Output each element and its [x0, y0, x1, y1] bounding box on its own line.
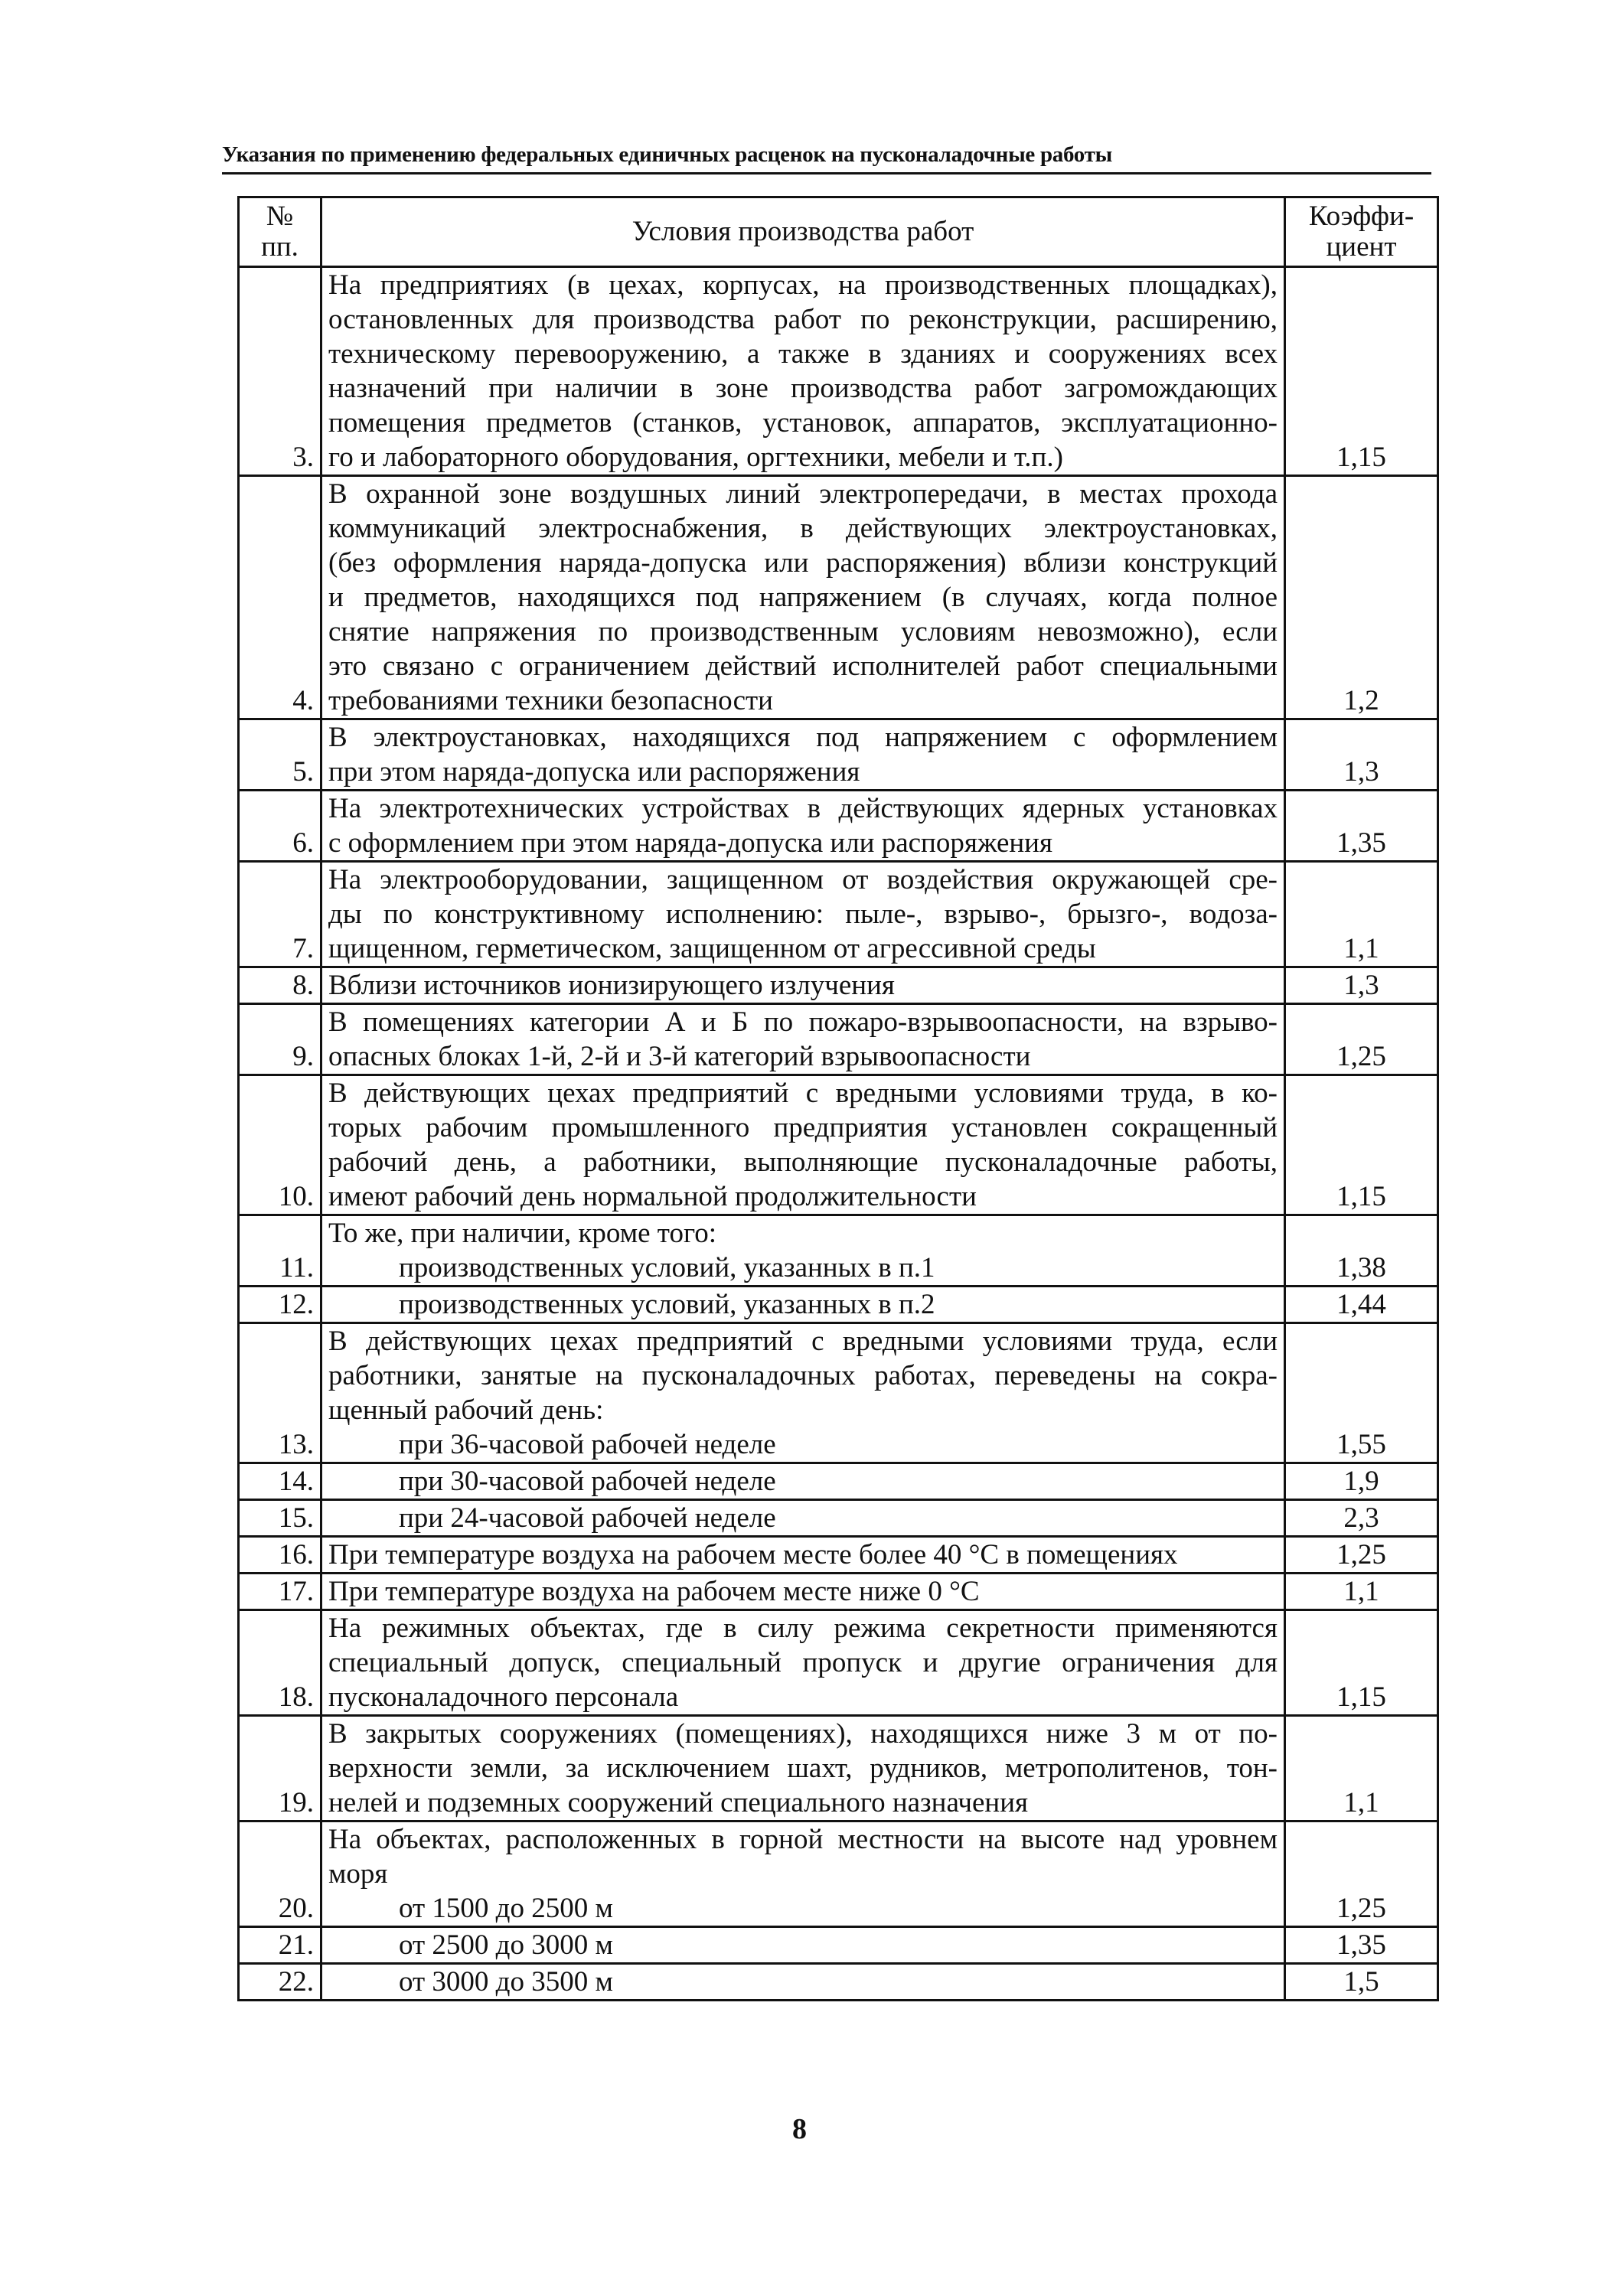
row-condition [321, 1463, 1285, 1500]
row-condition [321, 1927, 1285, 1964]
condition-line: торых рабочим промышленного предприятия установлен сокращенный [328, 1112, 1278, 1143]
row-number: 10. [239, 1075, 321, 1215]
row-number: 18. [239, 1610, 321, 1716]
table-row [239, 267, 1438, 476]
row-coefficient: 1,35 [1285, 1927, 1438, 1964]
row-coefficient: 1,55 [1285, 1323, 1438, 1463]
table-row [239, 1610, 1438, 1716]
condition-line: пусконаладочного персонала [328, 1681, 679, 1713]
row-coefficient: 1,3 [1285, 967, 1438, 1004]
condition-line: щищенном, герметическом, защищенном от агрессивной среды [328, 933, 1096, 964]
condition-subitem: производственных условий, указанных в п.2 [399, 1289, 935, 1320]
row-coefficient: 1,15 [1285, 1610, 1438, 1716]
condition-line: верхности земли, за исключением шахт, рудников, метрополитенов, тон- [328, 1753, 1278, 1784]
condition-line: и предметов, находящихся под напряжением (в случаях, когда полное [328, 582, 1278, 613]
condition-line: помещения предметов (станков, установок, аппаратов, эксплуатационно- [328, 407, 1278, 439]
row-coefficient: 1,38 [1285, 1215, 1438, 1287]
condition-subitem: от 1500 до 2500 м [399, 1893, 613, 1924]
condition-line: В охранной зоне воздушных линий электропередачи, в местах прохода [328, 478, 1278, 510]
condition-subitem: при 30-часовой рабочей неделе [399, 1466, 776, 1497]
condition-line: моря [328, 1858, 388, 1890]
row-coefficient: 1,1 [1285, 1574, 1438, 1610]
table-header-row [239, 197, 1438, 267]
row-condition [321, 1716, 1285, 1821]
table-row [239, 719, 1438, 791]
row-coefficient: 1,35 [1285, 791, 1438, 862]
table-row [239, 1287, 1438, 1323]
condition-line: При температуре воздуха на рабочем месте более 40 °С в помещениях [328, 1539, 1178, 1570]
table-row [239, 1215, 1438, 1287]
col-header-coefficient-line: Коэффи- [1308, 201, 1415, 232]
condition-line: Вблизи источников ионизирующего излучения [328, 970, 895, 1001]
row-number: 9. [239, 1004, 321, 1075]
row-condition [321, 1537, 1285, 1574]
condition-line: В действующих цехах предприятий с вредными условиями труда, в ко- [328, 1078, 1278, 1109]
row-number: 21. [239, 1927, 321, 1964]
col-header-number [239, 197, 321, 267]
condition-line: рабочий день, а работники, выполняющие пусконаладочные работы, [328, 1146, 1278, 1178]
table-row [239, 1463, 1438, 1500]
condition-line: В помещениях категории А и Б по пожаро-взрывоопасности, на взрыво- [328, 1006, 1278, 1038]
condition-line: техническому перевооружению, а также в зданиях и сооружениях всех [328, 338, 1278, 370]
row-number: 11. [239, 1215, 321, 1287]
condition-line: На объектах, расположенных в горной местности на высоте над уровнем [328, 1824, 1278, 1855]
row-coefficient: 1,1 [1285, 862, 1438, 967]
col-header-number-line: № [266, 201, 294, 232]
row-number: 6. [239, 791, 321, 862]
row-number: 16. [239, 1537, 321, 1574]
condition-subitem: производственных условий, указанных в п.1 [399, 1252, 935, 1283]
condition-line: На электрооборудовании, защищенном от воздействия окружающей сре- [328, 864, 1278, 895]
row-number: 14. [239, 1463, 321, 1500]
row-number: 22. [239, 1964, 321, 2001]
row-coefficient: 1,44 [1285, 1287, 1438, 1323]
row-number: 13. [239, 1323, 321, 1463]
table-row [239, 1500, 1438, 1537]
table-row [239, 1716, 1438, 1821]
condition-line: имеют рабочий день нормальной продолжительности [328, 1181, 977, 1212]
condition-line: В электроустановках, находящихся под напряжением с оформлением [328, 722, 1278, 753]
row-condition [321, 1964, 1285, 2001]
row-number: 8. [239, 967, 321, 1004]
table-row [239, 476, 1438, 719]
row-coefficient: 1,25 [1285, 1537, 1438, 1574]
table-row [239, 1075, 1438, 1215]
row-number: 19. [239, 1716, 321, 1821]
row-coefficient: 2,3 [1285, 1500, 1438, 1537]
condition-line: В закрытых сооружениях (помещениях), находящихся ниже 3 м от по- [328, 1718, 1278, 1750]
condition-line: В действующих цехах предприятий с вредными условиями труда, если [328, 1326, 1278, 1357]
row-condition [321, 1075, 1285, 1215]
condition-line: нелей и подземных сооружений специального назначения [328, 1787, 1029, 1818]
row-condition [321, 967, 1285, 1004]
condition-line: назначений при наличии в зоне производства работ загромождающих [328, 373, 1278, 404]
condition-line: работники, занятые на пусконаладочных работах, переведены на сокра- [328, 1360, 1278, 1391]
table-row [239, 1927, 1438, 1964]
row-coefficient: 1,5 [1285, 1964, 1438, 2001]
condition-line: с оформлением при этом наряда-допуска или распоряжения [328, 827, 1052, 859]
table-row [239, 1004, 1438, 1075]
row-coefficient: 1,15 [1285, 267, 1438, 476]
row-condition [321, 267, 1285, 476]
condition-line: остановленных для производства работ по реконструкции, расширению, [328, 304, 1278, 335]
condition-line: коммуникаций электроснабжения, в действующих электроустановках, [328, 513, 1278, 544]
col-header-conditions: Условия производства работ [321, 197, 1285, 267]
condition-line: щенный рабочий день: [328, 1394, 604, 1426]
condition-subitem: от 2500 до 3000 м [399, 1929, 613, 1961]
row-number: 5. [239, 719, 321, 791]
condition-line: На режимных объектах, где в силу режима секретности применяются [328, 1613, 1278, 1644]
table-row [239, 1537, 1438, 1574]
row-condition [321, 1610, 1285, 1716]
row-number: 4. [239, 476, 321, 719]
row-number: 17. [239, 1574, 321, 1610]
table-row [239, 862, 1438, 967]
condition-line: (без оформления наряда-допуска или распоряжения) вблизи конструкций [328, 547, 1278, 579]
row-condition [321, 1821, 1285, 1927]
table-row [239, 1323, 1438, 1463]
row-condition [321, 791, 1285, 862]
condition-subitem: при 24-часовой рабочей неделе [399, 1502, 776, 1534]
table-row [239, 1964, 1438, 2001]
condition-line: го и лабораторного оборудования, оргтехники, мебели и т.п.) [328, 442, 1063, 473]
condition-line: На электротехнических устройствах в действующих ядерных установках [328, 793, 1278, 824]
row-coefficient: 1,25 [1285, 1821, 1438, 1927]
col-header-coefficient [1285, 197, 1438, 267]
row-condition [321, 1500, 1285, 1537]
condition-line: при этом наряда-допуска или распоряжения [328, 756, 860, 788]
table-row [239, 791, 1438, 862]
condition-line: То же, при наличии, кроме того: [328, 1218, 717, 1249]
row-condition [321, 862, 1285, 967]
row-coefficient: 1,1 [1285, 1716, 1438, 1821]
coefficients-table [237, 196, 1439, 2001]
col-header-number-line: пп. [261, 231, 299, 263]
row-condition [321, 1287, 1285, 1323]
row-condition [321, 719, 1285, 791]
condition-line: ды по конструктивному исполнению: пыле-, взрыво-, брызго-, водоза- [328, 899, 1278, 930]
table-row [239, 1821, 1438, 1927]
condition-line: опасных блоках 1-й, 2-й и 3-й категорий взрывоопасности [328, 1041, 1031, 1072]
condition-subitem: от 3000 до 3500 м [399, 1966, 613, 1998]
row-condition [321, 1215, 1285, 1287]
document-header: Указания по применению федеральных единичных расценок на пусконаладочные работы [222, 142, 1431, 174]
table-row [239, 967, 1438, 1004]
condition-line: При температуре воздуха на рабочем месте ниже 0 °С [328, 1576, 980, 1607]
row-coefficient: 1,2 [1285, 476, 1438, 719]
condition-subitem: при 36-часовой рабочей неделе [399, 1429, 776, 1460]
row-number: 15. [239, 1500, 321, 1537]
row-condition [321, 1574, 1285, 1610]
row-number: 20. [239, 1821, 321, 1927]
row-coefficient: 1,9 [1285, 1463, 1438, 1500]
row-number: 7. [239, 862, 321, 967]
row-condition [321, 1004, 1285, 1075]
row-number: 12. [239, 1287, 321, 1323]
row-coefficient: 1,25 [1285, 1004, 1438, 1075]
row-coefficient: 1,3 [1285, 719, 1438, 791]
condition-line: снятие напряжения по производственным условиям невозможно), если [328, 616, 1278, 647]
condition-line: это связано с ограничением действий исполнителей работ специальными [328, 651, 1278, 682]
condition-line: требованиями техники безопасности [328, 685, 773, 716]
row-coefficient: 1,15 [1285, 1075, 1438, 1215]
table-row [239, 1574, 1438, 1610]
col-header-coefficient-line: циент [1326, 231, 1397, 263]
row-condition [321, 1323, 1285, 1463]
page-number: 8 [792, 2113, 807, 2145]
row-number: 3. [239, 267, 321, 476]
row-condition [321, 476, 1285, 719]
condition-line: специальный допуск, специальный пропуск и другие ограничения для [328, 1647, 1278, 1678]
condition-line: На предприятиях (в цехах, корпусах, на производственных площадках), [328, 269, 1278, 301]
